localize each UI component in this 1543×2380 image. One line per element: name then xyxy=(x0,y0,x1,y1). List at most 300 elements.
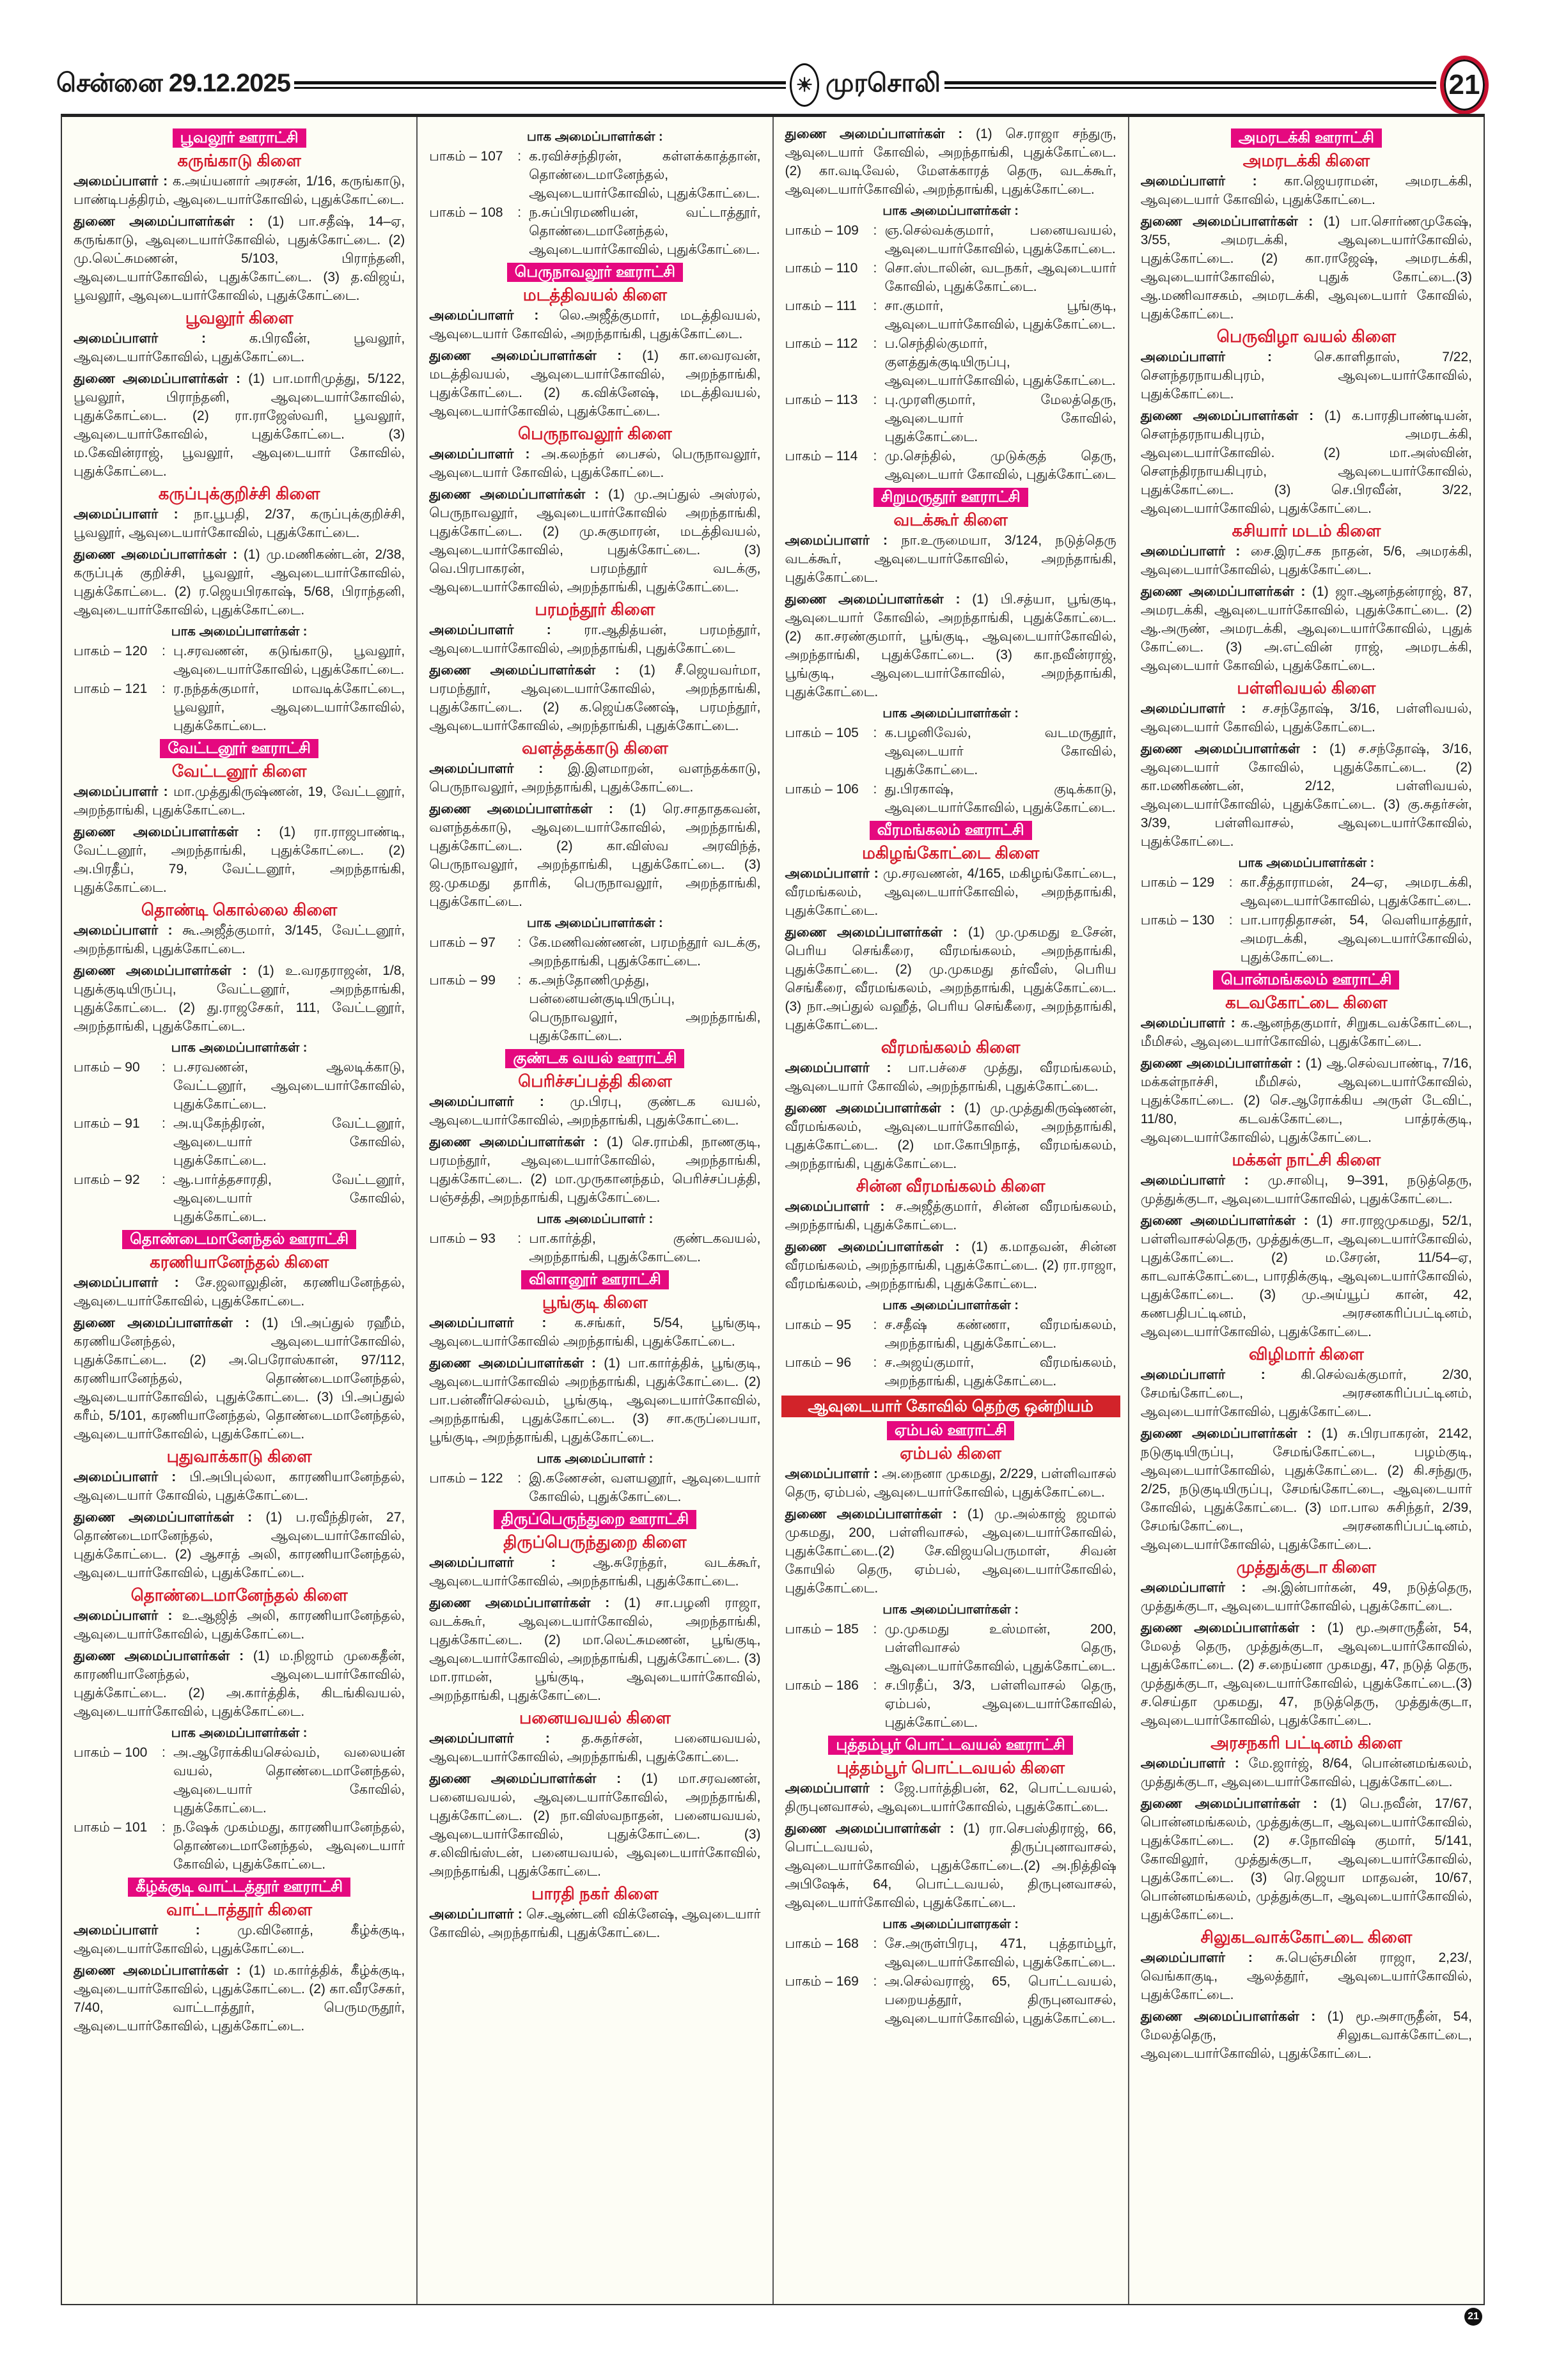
ward-number: பாகம் – 100 xyxy=(74,1745,148,1760)
entry-label: துணை அமைப்பாளர்கள் : xyxy=(74,547,238,562)
entry-label: துணை அமைப்பாளர்கள் : xyxy=(429,663,620,678)
ward-colon: : xyxy=(873,223,877,238)
entry-text: மே.ஜார்ஜ், 8/64, பொன்னமங்கலம், முத்துக்குடா, ஆவுடையார்கோவில், புதுக்கோட்டை. xyxy=(1140,1756,1473,1789)
entry-label: துணை அமைப்பாளர்கள் : xyxy=(785,925,958,940)
organiser-entry xyxy=(74,1647,405,1721)
ward-number: பாகம் – 114 xyxy=(785,449,858,463)
entry-label: துணை அமைப்பாளர்கள் : xyxy=(785,592,960,607)
panchayat-banner xyxy=(74,1878,405,1897)
ward-organiser: து.பிரகாஷ், குடிக்காடு, ஆவுடையார்கோவில், புதுக்கோட்டை. xyxy=(884,782,1116,815)
entry-label: அமைப்பாளர் : xyxy=(1140,701,1246,716)
ward-organiser: பா.பாரதிதாசன், 54, வெளியாத்தூர், அமரடக்கி, ஆவுடையார்கோவில், புதுக்கோட்டை. xyxy=(1240,913,1472,965)
ward-colon: : xyxy=(873,1974,877,1989)
entry-text: (1) க.பாரதிபாண்டியன், சௌந்தரநாயகிபுரம், அமரடக்கி, ஆவுடையார்கோவில். (2) மா.அஸ்வின், சௌந்திரநாயகிபுரம், ஆவுடையார்கோவில், புதுக்கோட்டை. (3) செ.பிரவீன், 3/22, ஆவுடையார்கோவில், புதுக்கோட்டை. xyxy=(1140,408,1472,516)
ward-organiser: ந.ஷேக் முகம்மது, காரணியானேந்தல், தொண்டைமானேந்தல், ஆவுடையார் கோவில், புதுக்கோட்டை. xyxy=(173,1820,405,1872)
organiser-entry xyxy=(1141,1054,1472,1147)
branch-heading: திருப்பெருந்துறை கிளை xyxy=(503,1532,687,1552)
organiser-entry xyxy=(74,1921,405,1958)
entry-text: (1) ப.ரவீந்திரன், 27, தொண்டைமானேந்தல், ஆவுடையார்கோவில், புதுக்கோட்டை. (2) ஆசாத் அலி, காரணியானேந்தல், ஆவுடையார்கோவில், புதுக்கோட்டை. xyxy=(74,1510,405,1580)
panchayat-banner xyxy=(785,488,1116,507)
organiser-entry xyxy=(429,1594,760,1705)
entry-text: மு.பிரபு, குண்டக வயல், ஆவுடையார்கோவில், அறந்தாங்கி, புதுக்கோட்டை. xyxy=(429,1094,761,1128)
ward-row xyxy=(1141,911,1472,967)
entry-text: (1) ச.சந்தோஷ், 3/16, ஆவுடையார் கோவில், புதுக்கோட்டை. (2) கா.மணிகண்டன், 2/12, பள்ளிவயல், ஆவுடையார்கோவில், புதுக்கோட்டை. (3) கு.சுதர்சன், 3/39, பள்ளிவாசல், ஆவுடையார்கோவில், புதுக்கோட்டை. xyxy=(1140,742,1472,849)
entry-label: துணை அமைப்பாளர்கள் : xyxy=(429,487,599,502)
ward-row xyxy=(785,724,1116,779)
branch-heading: வளத்தக்காடு கிளை xyxy=(521,738,668,758)
ward-colon: : xyxy=(1228,913,1233,928)
organiser-entry xyxy=(74,1508,405,1582)
ward-row xyxy=(785,1972,1116,2028)
entry-label: அமைப்பாளர் : xyxy=(74,331,206,346)
ward-row xyxy=(429,971,760,1045)
branch-heading: பூங்குடி கிளை xyxy=(542,1293,648,1312)
panchayat-name: சிறுமருதூர் ஊராட்சி xyxy=(873,488,1028,507)
ward-colon: : xyxy=(873,393,877,407)
entry-text: (1) ரெ.சாதாதகவன், வளந்தக்காடு, ஆவுடையார்கோவில், அறந்தாங்கி, புதுக்கோட்டை. (2) கா.விஸ்வ அரவிந்த், பெருநாவலூர், அறந்தாங்கி, புதுக்கோட்டை. (3) ஜ.முகமது தாரிக், பெருநாவலூர், அறந்தாங்கி, புதுக்கோட்டை. xyxy=(429,802,761,909)
branch-heading: பாரதி நகர் கிளை xyxy=(531,1884,659,1903)
ward-organiser: அ.ஆரோக்கியசெல்வம், வலையன் வயல், தொண்டைமானேந்தல், ஆவுடையார் கோவில், புதுக்கோட்டை. xyxy=(173,1745,405,1816)
entry-text: (1) மா.சரவணன், பனையவயல், ஆவுடையார்கோவில், அறந்தாங்கி, புதுக்கோட்டை. (2) நா.விஸ்வநாதன், பனையவயல், ஆவுடையார்கோவில், புதுக்கோட்டை. (3) ச.லிவிங்ஸ்டன், பனையவயல், ஆவுடையார்கோவில், அறந்தாங்கி, புதுக்கோட்டை. xyxy=(429,1771,761,1879)
ward-organiser: பா.கார்த்தி, குண்டகவயல், அறந்தாங்கி, புதுக்கோட்டை. xyxy=(529,1231,761,1264)
entry-label: துணை அமைப்பாளர்கள் : xyxy=(785,1101,955,1116)
entry-text: (1) பா.சொர்ணமுகேஷ், 3/55, அமரடக்கி, ஆவுடையார்கோவில், புதுக்கோட்டை. (2) கா.ராஜேஷ், அமரடக்கி, ஆவுடையார்கோவில், புதுக் கோட்டை.(3) ஆ.மணிவாசகம், அமரடக்கி, ஆவுடையார் கோவில், புதுக்கோட்டை. xyxy=(1140,214,1472,322)
organiser-entry xyxy=(785,1197,1116,1234)
ward-organiser: கே.மணிவண்ணன், பரமந்தூர் வடக்கு, அறந்தாங்கி, புதுக்கோட்டை. xyxy=(529,935,761,968)
branch-heading: பெருநாவலூர் கிளை xyxy=(517,424,672,443)
branch-heading: தொண்டி கொல்லை கிளை xyxy=(141,900,338,919)
branch-heading: முத்துக்குடா கிளை xyxy=(1236,1557,1377,1576)
ward-organiser: கா.சீத்தாராமன், 24–ஏ, அமரடக்கி, ஆவுடையார்கோவில், புதுக்கோட்டை. xyxy=(1240,875,1472,908)
branch-heading: விழிமார் கிளை xyxy=(1248,1344,1364,1364)
ward-organiser: க.அந்தோணிமுத்து, பன்னையன்குடியிருப்பு, பெருநாவலூர், அறந்தாங்கி, புதுக்கோட்டை. xyxy=(529,973,761,1043)
organiser-entry xyxy=(74,961,405,1036)
organiser-entry xyxy=(74,921,405,958)
entry-text: ச.அஜீத்குமார், சின்ன வீரமங்கலம், அறந்தாங்கி, புதுக்கோட்டை. xyxy=(785,1199,1116,1233)
ward-organiser: க.ரவிச்சந்திரன், கள்ளக்காத்தான், தொண்டைமானேந்தல், ஆவுடையார்கோவில், புதுக்கோட்டை. xyxy=(529,149,761,201)
entry-label: அமைப்பாளர் : xyxy=(429,761,544,776)
entry-label: துணை அமைப்பாளர்கள் : xyxy=(74,963,247,978)
entry-label: அமைப்பாளர் : xyxy=(1140,1950,1253,1965)
ward-row xyxy=(429,1469,760,1506)
entry-label: அமைப்பாளர் : xyxy=(785,1781,884,1796)
entry-text: இ.இளமாறன், வளந்தக்காடு, பெருநாவலூர், அறந்தாங்கி, புதுக்கோட்டை. xyxy=(429,761,761,795)
ward-organiser: சா.குமார், பூங்குடி, ஆவுடையார்கோவில், புதுக்கோட்டை. xyxy=(884,299,1116,332)
entry-label: அமைப்பாளர் : xyxy=(74,1275,179,1290)
entry-label: துணை அமைப்பாளர்கள் : xyxy=(429,1356,597,1371)
entry-text: (1) சீ.ஜெயவர்மா, பரமந்தூர், ஆவுடையார்கோவில், அறந்தாங்கி, புதுக்கோட்டை. (2) க.ஜெய்கணேஷ், பரமந்தூர், ஆவுடையார்கோவில், அறந்தாங்கி, புதுக்கோட்டை. xyxy=(429,663,761,733)
branch-heading: பள்ளிவயல் கிளை xyxy=(1237,678,1376,697)
organiser-entry xyxy=(74,1606,405,1644)
entry-text: க.அய்யனார் அரசன், 1/16, கருங்காடு, பாண்டிபத்திரம், ஆவுடையார்கோவில், புதுக்கோட்டை. xyxy=(74,174,405,207)
entry-text: கூ.அஜீத்குமார், 3/145, வேட்டனூர், அறந்தாங்கி, புதுக்கோட்டை. xyxy=(74,923,405,956)
ward-row xyxy=(429,933,760,970)
branch-heading: வடக்கூர் கிளை xyxy=(893,510,1008,529)
entry-label: அமைப்பாளர் : xyxy=(74,923,173,938)
organiser-entry xyxy=(429,621,760,658)
organiser-entry xyxy=(785,1819,1116,1912)
newspaper-logo xyxy=(790,63,941,107)
branch-heading: மடத்திவயல் கிளை xyxy=(522,285,667,304)
ward-organiser: ர.நந்தக்குமார், மாவடிக்கோட்டை, பூவலூர், ஆவுடையார்கோவில், புதுக்கோட்டை. xyxy=(173,681,405,733)
entry-label: அமைப்பாளர் : xyxy=(1140,1173,1249,1188)
ward-colon: : xyxy=(873,1355,877,1370)
entry-text: த.சுதர்சன், பனையவயல், ஆவுடையார்கோவில், அறந்தாங்கி, புதுக்கோட்டை. xyxy=(429,1731,761,1764)
organiser-entry xyxy=(429,306,760,343)
organiser-entry xyxy=(429,346,760,421)
ward-colon: : xyxy=(1228,875,1233,890)
organiser-entry xyxy=(429,1769,760,1881)
ward-colon: : xyxy=(873,1936,877,1951)
entry-label: அமைப்பாளர் : xyxy=(1140,1016,1235,1031)
organiser-entry xyxy=(785,590,1116,701)
entry-text: (1) செ.ராம்கி, நாணகுடி, பரமந்தூர், ஆவுடையார்கோவில், அறந்தாங்கி, புதுக்கோட்டை. (2) மா.முருகானந்தம், பெரிச்சப்பத்தி, பஞ்சத்தி, அறந்தாங்கி, புதுக்கோட்டை. xyxy=(429,1135,761,1205)
entry-text: (1) சா.ராஜமுகமது, 52/1, பள்ளிவாசல்தெரு, முத்துக்குடா, ஆவுடையார்கோவில், புதுக்கோட்டை. (2) ம.சேரன், 11/54–ஏ, காடவாக்கோட்டை, பாரதிக்குடி, ஆவுடையார்கோவில், புதுக்கோட்டை. (3) மு.அய்யூப் கான், 42, கணபதிபட்டினம், அரசனகரிப்பட்டினம், ஆவுடையார்கோவில், புதுக்கோட்டை. xyxy=(1140,1213,1472,1339)
entry-label: அமைப்பாளர் : xyxy=(429,1907,522,1922)
entry-label: துணை அமைப்பாளர்கள் : xyxy=(785,1821,955,1836)
ward-colon: : xyxy=(162,1820,166,1835)
branch-heading: வாட்டாத்தூர் கிளை xyxy=(166,1900,313,1919)
entry-text: ஜே.பார்த்திபன், 62, பொட்டவயல், திருபுனவாசல், ஆவுடையார்கோவில், புதுக்கோட்டை. xyxy=(785,1781,1116,1814)
entry-text: (1) மு.அப்துல் அஸ்ரல், பெருநாவலூர், ஆவுடையார்கோவில் அறந்தாங்கி, புதுக்கோட்டை. (2) மு.சுகுமாரன், மடத்திவயல், ஆவுடையார்கோவில், புதுக்கோட்டை. (3) வெ.பிரபாகரன், பரமந்தூர் வடக்கு, ஆவுடையார்கோவில், அறந்தாங்கி, புதுக்கோட்டை. xyxy=(429,487,761,595)
ward-colon: : xyxy=(873,1678,877,1693)
panchayat-banner xyxy=(429,263,760,282)
organiser-entry xyxy=(1141,1619,1472,1730)
organiser-entry xyxy=(74,782,405,820)
panchayat-banner xyxy=(429,1270,760,1289)
ward-organiser: அ.செல்வராஜ், 65, பொட்டவயல், பறையத்தூர், திருபுனவாசல், ஆவுடையார்கோவில், புதுக்கோட்டை. xyxy=(884,1974,1116,2026)
ward-colon: : xyxy=(873,1622,877,1637)
organiser-entry xyxy=(429,1314,760,1351)
entry-label: அமைப்பாளர் : xyxy=(1140,1580,1246,1595)
ward-row xyxy=(785,221,1116,258)
entry-label: துணை அமைப்பாளர்கள் : xyxy=(1140,1621,1316,1635)
organiser-entry xyxy=(74,823,405,897)
ward-number: பாகம் – 108 xyxy=(429,205,503,220)
panchayat-banner xyxy=(429,1049,760,1068)
ward-number: பாகம் – 185 xyxy=(785,1622,859,1637)
panchayat-banner xyxy=(429,1510,760,1529)
panchayat-banner xyxy=(74,739,405,758)
branch-heading: அரசநகரி பட்டினம் கிளை xyxy=(1210,1733,1402,1752)
ward-number: பாகம் – 113 xyxy=(785,393,858,407)
organiser-entry xyxy=(74,505,405,542)
entry-label: துணை அமைப்பாளர்கள் : xyxy=(1140,584,1306,599)
entry-label: அமைப்பாளர் : xyxy=(74,1470,176,1484)
entry-text: மு.சாலிபு, 9–391, நடுத்தெரு, முத்துக்குடா, ஆவுடையார்கோவில், புதுக்கோட்டை. xyxy=(1140,1173,1472,1206)
ward-colon: : xyxy=(517,1471,522,1486)
organiser-entry xyxy=(74,1468,405,1505)
ward-row xyxy=(74,1058,405,1114)
organiser-entry xyxy=(1141,348,1472,403)
entry-text: ச.சந்தோஷ், 3/16, பள்ளிவயல், ஆவுடையார் கோவில், புதுக்கோட்டை. xyxy=(1140,701,1472,735)
branch-heading: புதுவாக்காடு கிளை xyxy=(166,1447,312,1466)
entry-text: (1) பெ.நவீன், 17/67, பொன்னமங்கலம், முத்துக்குடா, ஆவுடையார்கோவில், புதுக்கோட்டை. (2) ச.நோவிஷ் குமார், 5/141, கோவிலூர், முத்துக்குடா, ஆவுடையார்கோவில், புதுக்கோட்டை. (3) ரெ.ஜெயா மாதவன், 10/67, பொன்னமங்கலம், முத்துக்குடா, ஆவுடையார்கோவில், புதுக்கோட்டை. xyxy=(1140,1796,1473,1922)
entry-text: அ.இன்பார்கன், 49, நடுத்தெரு, முத்துக்குடா, ஆவுடையார்கோவில், புதுக்கோட்டை. xyxy=(1140,1580,1472,1614)
panchayat-name: பூவலூர் ஊராட்சி xyxy=(173,128,306,148)
organiser-entry xyxy=(429,1093,760,1130)
entry-label: துணை அமைப்பாளர்கள் : xyxy=(429,348,622,363)
ward-row xyxy=(785,259,1116,296)
panchayat-banner xyxy=(785,1736,1116,1755)
panchayat-name: பொன்மங்கலம் ஊராட்சி xyxy=(1213,970,1399,990)
ward-row xyxy=(785,780,1116,817)
entry-text: மு.வினோத், கீழ்க்குடி, ஆவுடையார்கோவில், புதுக்கோட்டை. xyxy=(74,1923,405,1956)
ward-number: பாகம் – 121 xyxy=(74,681,148,696)
panchayat-banner xyxy=(1141,128,1472,148)
ward-colon: : xyxy=(162,1116,166,1131)
entry-text: (1) மூ.அசாருதீன், 54, மேலத்தெரு, சிலுகடவாக்கோட்டை, ஆவுடையார்கோவில், புதுக்கோட்டை. xyxy=(1140,2009,1472,2061)
ward-number: பாகம் – 169 xyxy=(785,1974,859,1989)
ward-colon: : xyxy=(517,935,522,950)
entry-text: நா.உருமையா, 3/124, நடுத்தெரு வடக்கூர், ஆவுடையார்கோவில், அறந்தாங்கி, புதுக்கோட்டை. xyxy=(785,533,1116,585)
ward-number: பாகம் – 101 xyxy=(74,1820,148,1835)
organiser-entry xyxy=(1141,2007,1472,2063)
ward-organisers-heading: பாக அமைப்பாளர் : xyxy=(537,1452,654,1466)
branch-heading: மக்கள் நாட்சி கிளை xyxy=(1232,1150,1381,1169)
entry-text: (1) உ.வரதராஜன், 1/8, புதுக்குடியிருப்பு, வேட்டனூர், அறந்தாங்கி, புதுக்கோட்டை. (2) து.ராஜசேகர், 111, வேட்டனூர், அறந்தாங்கி, புதுக்கோட்டை. xyxy=(74,963,405,1034)
entry-text: பா.பச்சை முத்து, வீரமங்கலம், ஆவுடையார் கோவில், அறந்தாங்கி, புதுக்கோட்டை. xyxy=(785,1061,1116,1094)
entry-label: அமைப்பாளர் : xyxy=(785,866,879,881)
organiser-entry xyxy=(1141,1211,1472,1341)
organiser-entry xyxy=(429,485,760,596)
branch-heading: சின்ன வீரமங்கலம் கிளை xyxy=(856,1176,1046,1195)
entry-label: அமைப்பாளர் : xyxy=(429,623,551,637)
ward-number: பாகம் – 90 xyxy=(74,1060,140,1075)
ward-number: பாகம் – 110 xyxy=(785,261,858,276)
organiser-entry xyxy=(1141,1171,1472,1208)
entry-label: துணை அமைப்பாளர்கள் : xyxy=(74,825,262,839)
ward-number: பாகம் – 129 xyxy=(1140,875,1215,890)
column-1 xyxy=(62,117,418,2304)
ward-row xyxy=(785,297,1116,334)
ward-colon: : xyxy=(517,973,522,988)
entry-label: அமைப்பாளர் : xyxy=(429,1094,544,1109)
entry-label: அமைப்பாளர் : xyxy=(1140,1367,1265,1382)
ward-organiser: அ.யுகேந்திரன், வேட்டனூர், ஆவுடையார் கோவில், புதுக்கோட்டை. xyxy=(173,1116,405,1168)
entry-text: க.ஆனந்தகுமார், சிறுகடவக்கோட்டை, மீமிசல், ஆவுடையார்கோவில், புதுக்கோட்டை. xyxy=(1140,1016,1472,1049)
ward-organisers-heading: பாக அமைப்பாளர்கள் : xyxy=(1238,856,1375,870)
entry-label: அமைப்பாளர் : xyxy=(429,1316,547,1330)
ward-colon: : xyxy=(162,1172,166,1187)
ward-organiser: சொ.ஸ்டாலின், வடநகர், ஆவுடையார் கோவில், புதுக்கோட்டை. xyxy=(884,261,1116,294)
entry-label: துணை அமைப்பாளர்கள் : xyxy=(1140,2009,1316,2024)
organiser-entry xyxy=(429,759,760,797)
ward-organisers-heading: பாக அமைப்பாளர்கள் : xyxy=(171,1041,308,1055)
entry-text: சு.பெஞ்சமின் ராஜா, 2,23/, வெங்காகுடி, ஆலத்தூர், ஆவுடையார்கோவில், புதுக்கோட்டை. xyxy=(1140,1950,1473,2002)
ward-row xyxy=(74,1818,405,1874)
ward-colon: : xyxy=(162,1060,166,1075)
entry-text: க.சங்கர், 5/54, பூங்குடி, ஆவுடையார்கோவில் அறந்தாங்கி, புதுக்கோட்டை. xyxy=(429,1316,761,1349)
entry-text: க.பிரவீன், பூவலூர், ஆவுடையார்கோவில், புதுக்கோட்டை. xyxy=(74,331,405,364)
ward-organiser: பு.சரவணன், கடுங்காடு, பூவலூர், ஆவுடையார்கோவில், புதுக்கோட்டை. xyxy=(173,644,405,677)
ward-organisers-heading: பாக அமைப்பாளர்கள் : xyxy=(527,130,663,144)
masthead-rule-right xyxy=(944,81,1436,89)
entry-text: (1) ம.நிஜாம் முகைதீன், காரணியானேந்தல், ஆவுடையார்கோவில், புதுக்கோட்டை. (2) அ.கார்த்திக், கிடங்கிவயல், ஆவுடையார்கோவில், புதுக்கோட்டை. xyxy=(74,1649,405,1719)
entry-text: (1) சா.பழனி ராஜா, வடக்கூர், ஆவுடையார்கோவில், அறந்தாங்கி, புதுக்கோட்டை. (2) மா.லெட்சுமணன், பூங்குடி, ஆவுடையார்கோவில், அறந்தாங்கி, புதுக்கோட்டை. (3) மா.ராமன், பூங்குடி, ஆவுடையார்கோவில், அறந்தாங்கி, புதுக்கோட்டை. xyxy=(429,1596,761,1703)
organiser-entry xyxy=(1141,1578,1472,1615)
ward-colon: : xyxy=(873,261,877,276)
organiser-entry xyxy=(785,1059,1116,1096)
panchayat-name: வேட்டனூர் ஊராட்சி xyxy=(160,739,318,758)
organiser-entry xyxy=(785,1505,1116,1598)
entry-text: (1) க.மாதவன், சின்ன வீரமங்கலம், அறந்தாங்கி, புதுக்கோட்டை. (2) ரா.ராஜா, வீரமங்கலம், அறந்தாங்கி, புதுக்கோட்டை. xyxy=(785,1240,1116,1291)
ward-organiser: ச.சதீஷ் கண்ணா, வீரமங்கலம், அறந்தாங்கி, புதுக்கோட்டை. xyxy=(884,1318,1116,1351)
ward-number: பாகம் – 92 xyxy=(74,1172,140,1187)
ward-number: பாகம் – 186 xyxy=(785,1678,859,1693)
branch-heading: கசியார் மடம் கிளை xyxy=(1232,521,1381,540)
organiser-entry xyxy=(74,1314,405,1443)
organiser-entry xyxy=(429,1133,760,1207)
ward-colon: : xyxy=(162,1745,166,1760)
panchayat-name: குண்டக வயல் ஊராட்சி xyxy=(505,1049,684,1068)
entry-label: துணை அமைப்பாளர்கள் : xyxy=(74,1649,244,1663)
entry-label: அமைப்பாளர் : xyxy=(429,308,539,323)
ward-number: பாகம் – 107 xyxy=(429,149,503,164)
entry-text: கி.செல்வக்குமார், 2/30, சேமங்கோட்டை, அரசனகரிப்பட்டினம், ஆவுடையார்கோவில், புதுக்கோட்டை. xyxy=(1140,1367,1472,1419)
entry-label: துணை அமைப்பாளர்கள் : xyxy=(1140,1426,1312,1441)
entry-text: (1) ஜா.ஆனந்தன்ராஜ், 87, அமரடக்கி, ஆவுடையார்கோவில், புதுக்கோட்டை. (2) ஆ.அருண், அமரடக்கி, ஆவுடையார்கோவில், புதுக் கோட்டை. (3) அ.எட்வின் ராஜ், அமரடக்கி, ஆவுடையார் கோவில், புதுக்கோட்டை. xyxy=(1140,584,1472,673)
entry-text: (1) மு.முகமது உசேன், பெரிய செங்கீரை, வீரமங்கலம், அறந்தாங்கி, புதுக்கோட்டை. (2) மு.முகமது தர்வீஸ், பெரிய செங்கீரை, வீரமங்கலம், அறந்தாங்கி, புதுக்கோட்டை. (3) நா.அப்துல் வஹீத், பெரிய செங்கீரை, அறந்தாங்கி, புதுக்கோட்டை. xyxy=(785,925,1116,1032)
organiser-entry xyxy=(1141,542,1472,579)
organiser-entry xyxy=(785,531,1116,587)
organiser-entry xyxy=(785,125,1116,199)
entry-label: துணை அமைப்பாளர்கள் : xyxy=(74,371,240,386)
entry-text: (1) கா.வைரவன், மடத்திவயல், ஆவுடையார்கோவில், அறந்தாங்கி, புதுக்கோட்டை. (2) க.விக்னேஷ், மடத்திவயல், ஆவுடையார்கோவில், புதுக்கோட்டை. xyxy=(429,348,761,419)
panchayat-banner xyxy=(74,128,405,148)
entry-label: துணை அமைப்பாளர்கள் : xyxy=(785,1240,960,1254)
branch-heading: வீரமங்கலம் கிளை xyxy=(881,1038,1021,1057)
branch-heading: பூவலூர் கிளை xyxy=(185,308,294,327)
entry-label: அமைப்பாளர் : xyxy=(74,174,168,189)
panchayat-name: புத்தம்பூர் பொட்டவயல் ஊராட்சி xyxy=(828,1736,1072,1755)
panchayat-name: திருப்பெருந்துறை ஊராட்சி xyxy=(494,1510,697,1529)
entry-text: (1) மு.மணிகண்டன், 2/38, கருப்புக் குறிச்சி, பூவலூர், ஆவுடையார்கோவில், புதுக்கோட்டை. (2) ர.ஜெயபிரகாஷ், 5/68, பிராந்தனி, ஆவுடையார்கோவில், புதுக்கோட்டை. xyxy=(74,547,405,618)
organiser-entry xyxy=(1141,1424,1472,1554)
entry-label: துணை அமைப்பாளர்கள் : xyxy=(1140,1213,1308,1228)
entry-text: (1) மு.முத்துகிருஷ்ணன், வீரமங்கலம், ஆவுடையார்கோவில், அறந்தாங்கி, புதுக்கோட்டை. (2) மா.கோபிநாத், வீரமங்கலம், அறந்தாங்கி, புதுக்கோட்டை. xyxy=(785,1101,1116,1171)
organiser-entry xyxy=(785,923,1116,1034)
ward-number: பாகம் – 122 xyxy=(429,1471,503,1486)
panchayat-banner xyxy=(74,1230,405,1249)
entry-label: துணை அமைப்பாளர்கள் : xyxy=(429,1771,622,1786)
entry-text: செ.காளிதாஸ், 7/22, சௌந்தரநாயகிபுரம், ஆவுடையார்கோவில், புதுக்கோட்டை. xyxy=(1140,350,1472,401)
ward-colon: : xyxy=(162,681,166,696)
entry-text: (1) சு.பிரபாகரன், 2142, நடுகுடியிருப்பு, சேமங்கோட்டை, பழம்குடி, ஆவுடையார்கோவில், புதுக்கோட்டை. (2) கி.சந்துரு, 2/25, நடுகுடியிருப்பு, சேமங்கோட்டை, ஆவுடையார் கோவில், புதுக்கோட்டை. (3) மா.பால சுசிந்தர், 2/39, சேமங்கோட்டை, அரசனகரிப்பட்டினம், ஆவுடையார்கோவில், புதுக்கோட்டை. xyxy=(1140,1426,1472,1552)
entry-text: ஆ.சுரேந்தர், வடக்கூர், ஆவுடையார்கோவில், அறந்தாங்கி, புதுக்கோட்டை. xyxy=(429,1555,761,1589)
entry-text: (1) மு.அல்காஜ் ஜமால் முகமது, 200, பள்ளிவாசல், ஆவுடையார்கோவில், புதுக்கோட்டை.(2) சே.விஜயபெருமாள், சிவன் கோயில் தெரு, ஏம்பல், ஆவுடையார்கோவில், புதுக்கோட்டை. xyxy=(785,1507,1116,1596)
ward-organiser: ச.அஜய்குமார், வீரமங்கலம், அறந்தாங்கி, புதுக்கோட்டை. xyxy=(884,1355,1116,1388)
panchayat-name: பெருநாவலூர் ஊராட்சி xyxy=(507,263,683,282)
organiser-entry xyxy=(1141,172,1472,209)
entry-text: (1) பி.அப்துல் ரஹீம், கரணியனேந்தல், ஆவுடையார்கோவில், புதுக்கோட்டை. (2) அ.பெரோஸ்கான், 97/112, கரணியானேந்தல், தொண்டைமானேந்தல், ஆவுடையார்கோவில், புதுக்கோட்டை. (3) பி.அப்துல் கரீம், 5/101, கரணியானேந்தல், தொண்டைமானேந்தல், ஆவுடையார்கோவில், புதுக்கோட்டை. xyxy=(74,1316,405,1442)
organiser-entry xyxy=(1141,699,1472,736)
ward-row xyxy=(785,447,1116,484)
organiser-entry xyxy=(429,1553,760,1591)
organiser-entry xyxy=(785,1465,1116,1502)
newspaper-name: முரசொலி xyxy=(826,69,941,97)
masthead-rule-left xyxy=(294,81,786,89)
organiser-entry xyxy=(785,864,1116,920)
entry-text: நா.பூபதி, 2/37, கருப்புக்குறிச்சி, பூவலூர், ஆவுடையார்கோவில், புதுக்கோட்டை. xyxy=(74,507,405,540)
entry-text: லெ.அஜீத்குமார், மடத்திவயல், ஆவுடையார் கோவில், அறந்தாங்கி, புதுக்கோட்டை. xyxy=(429,308,761,341)
branch-heading: பனையவயல் கிளை xyxy=(519,1708,671,1727)
rising-sun-emblem-icon: ☀ xyxy=(790,63,819,107)
entry-label: துணை அமைப்பாளர்கள் : xyxy=(1140,1056,1301,1071)
entry-label: துணை அமைப்பாளர்கள் : xyxy=(1140,408,1314,423)
ward-number: பாகம் – 99 xyxy=(429,973,496,988)
ward-row xyxy=(1141,873,1472,910)
entry-label: அமைப்பாளர் : xyxy=(429,1555,556,1570)
entry-label: துணை அமைப்பாளர்கள் : xyxy=(1140,214,1313,229)
ward-organisers-heading: பாக அமைப்பாளர்கள் : xyxy=(171,625,308,639)
entry-text: (1) ஆ.செல்வபாண்டி, 7/16, மக்கள்நாச்சி, மீமிசல், ஆவுடையார்கோவில், புதுக்கோட்டை. (2) செ.ஆரோக்கிய அருள் டேவிட், 11/80, கடவக்கோட்டை, பாத்ரக்குடி, ஆவுடையார்கோவில், புதுக்கோட்டை. xyxy=(1140,1056,1472,1145)
entry-text: சே.ஜலாலுதின், கரணியனேந்தல், ஆவுடையார்கோவில், புதுக்கோட்டை. xyxy=(74,1275,405,1309)
branch-heading: மகிழங்கோட்டை கிளை xyxy=(862,843,1040,862)
organiser-entry xyxy=(1141,1948,1472,2004)
ward-number: பாகம் – 95 xyxy=(785,1318,852,1332)
ward-number: பாகம் – 105 xyxy=(785,726,859,740)
panchayat-name: விளானூர் ஊராட்சி xyxy=(521,1270,669,1289)
ward-row xyxy=(785,1353,1116,1390)
ward-row xyxy=(429,203,760,259)
ward-colon: : xyxy=(162,644,166,658)
ward-organiser: ப.செந்தில்குமார், குளத்துக்குடியிருப்பு, ஆவுடையார்கோவில், புதுக்கோட்டை. xyxy=(884,336,1116,388)
organiser-entry xyxy=(1141,1794,1472,1924)
union-banner: ஆவுடையார் கோவில் தெற்கு ஒன்றியம் xyxy=(781,1396,1120,1417)
organiser-entry xyxy=(785,1099,1116,1173)
organiser-entry xyxy=(1141,1014,1472,1051)
organiser-entry xyxy=(74,369,405,481)
branch-heading: கடவகோட்டை கிளை xyxy=(1225,993,1388,1012)
ward-organiser: ஞ.செல்வக்குமார், பனையவயல், ஆவுடையார்கோவில், புதுக்கோட்டை. xyxy=(884,223,1116,256)
entry-label: துணை அமைப்பாளர்கள் : xyxy=(74,214,254,229)
ward-organiser: ப.சரவணன், ஆலடிக்காடு, வேட்டனூர், ஆவுடையார்கோவில், புதுக்கோட்டை. xyxy=(173,1060,405,1112)
organiser-entry xyxy=(74,329,405,366)
entry-text: செ.ஆண்டனி விக்னேஷ், ஆவுடையார் கோவில், அறந்தாங்கி, புதுக்கோட்டை. xyxy=(429,1907,761,1940)
entry-label: அமைப்பாளர் : xyxy=(785,1199,885,1214)
column-2 xyxy=(418,117,773,2304)
ward-organiser: ந.சுப்பிரமணியன், வட்டாத்தூர், தொண்டைமானேந்தல், ஆவுடையார்கோவில், புதுக்கோட்டை. xyxy=(529,205,761,257)
panchayat-banner xyxy=(785,821,1116,840)
ward-colon: : xyxy=(517,1231,522,1246)
ward-number: பாகம் – 109 xyxy=(785,223,859,238)
column-3 xyxy=(774,117,1129,2304)
organiser-entry xyxy=(429,661,760,735)
organiser-entry xyxy=(1141,740,1472,851)
entry-label: அமைப்பாளர் : xyxy=(785,1061,891,1075)
entry-text: கா.ஜெயராமன், அமரடக்கி, ஆவுடையார் கோவில், புதுக்கோட்டை. xyxy=(1140,174,1472,207)
ward-organiser: சே.அருள்பிரபு, 471, புத்தாம்பூர், ஆவுடையார்கோவில், புதுக்கோட்டை. xyxy=(884,1936,1116,1970)
ward-colon: : xyxy=(873,726,877,740)
entry-label: அமைப்பாளர் : xyxy=(74,784,168,799)
organiser-entry xyxy=(785,1238,1116,1293)
ward-colon: : xyxy=(873,299,877,313)
ward-number: பாகம் – 130 xyxy=(1140,913,1215,928)
organiser-entry xyxy=(429,1354,760,1447)
branch-heading: அமரடக்கி கிளை xyxy=(1242,151,1370,170)
entry-label: அமைப்பாளர் : xyxy=(74,507,178,522)
organiser-entry xyxy=(74,545,405,619)
page-number-badge: 21 xyxy=(1440,56,1489,114)
organiser-entry xyxy=(429,1729,760,1766)
ward-row xyxy=(74,1743,405,1817)
organiser-entry xyxy=(74,1961,405,2035)
organiser-entry xyxy=(429,800,760,911)
organiser-entry xyxy=(74,1273,405,1311)
ward-row xyxy=(785,1620,1116,1676)
organiser-entry xyxy=(1141,1365,1472,1421)
